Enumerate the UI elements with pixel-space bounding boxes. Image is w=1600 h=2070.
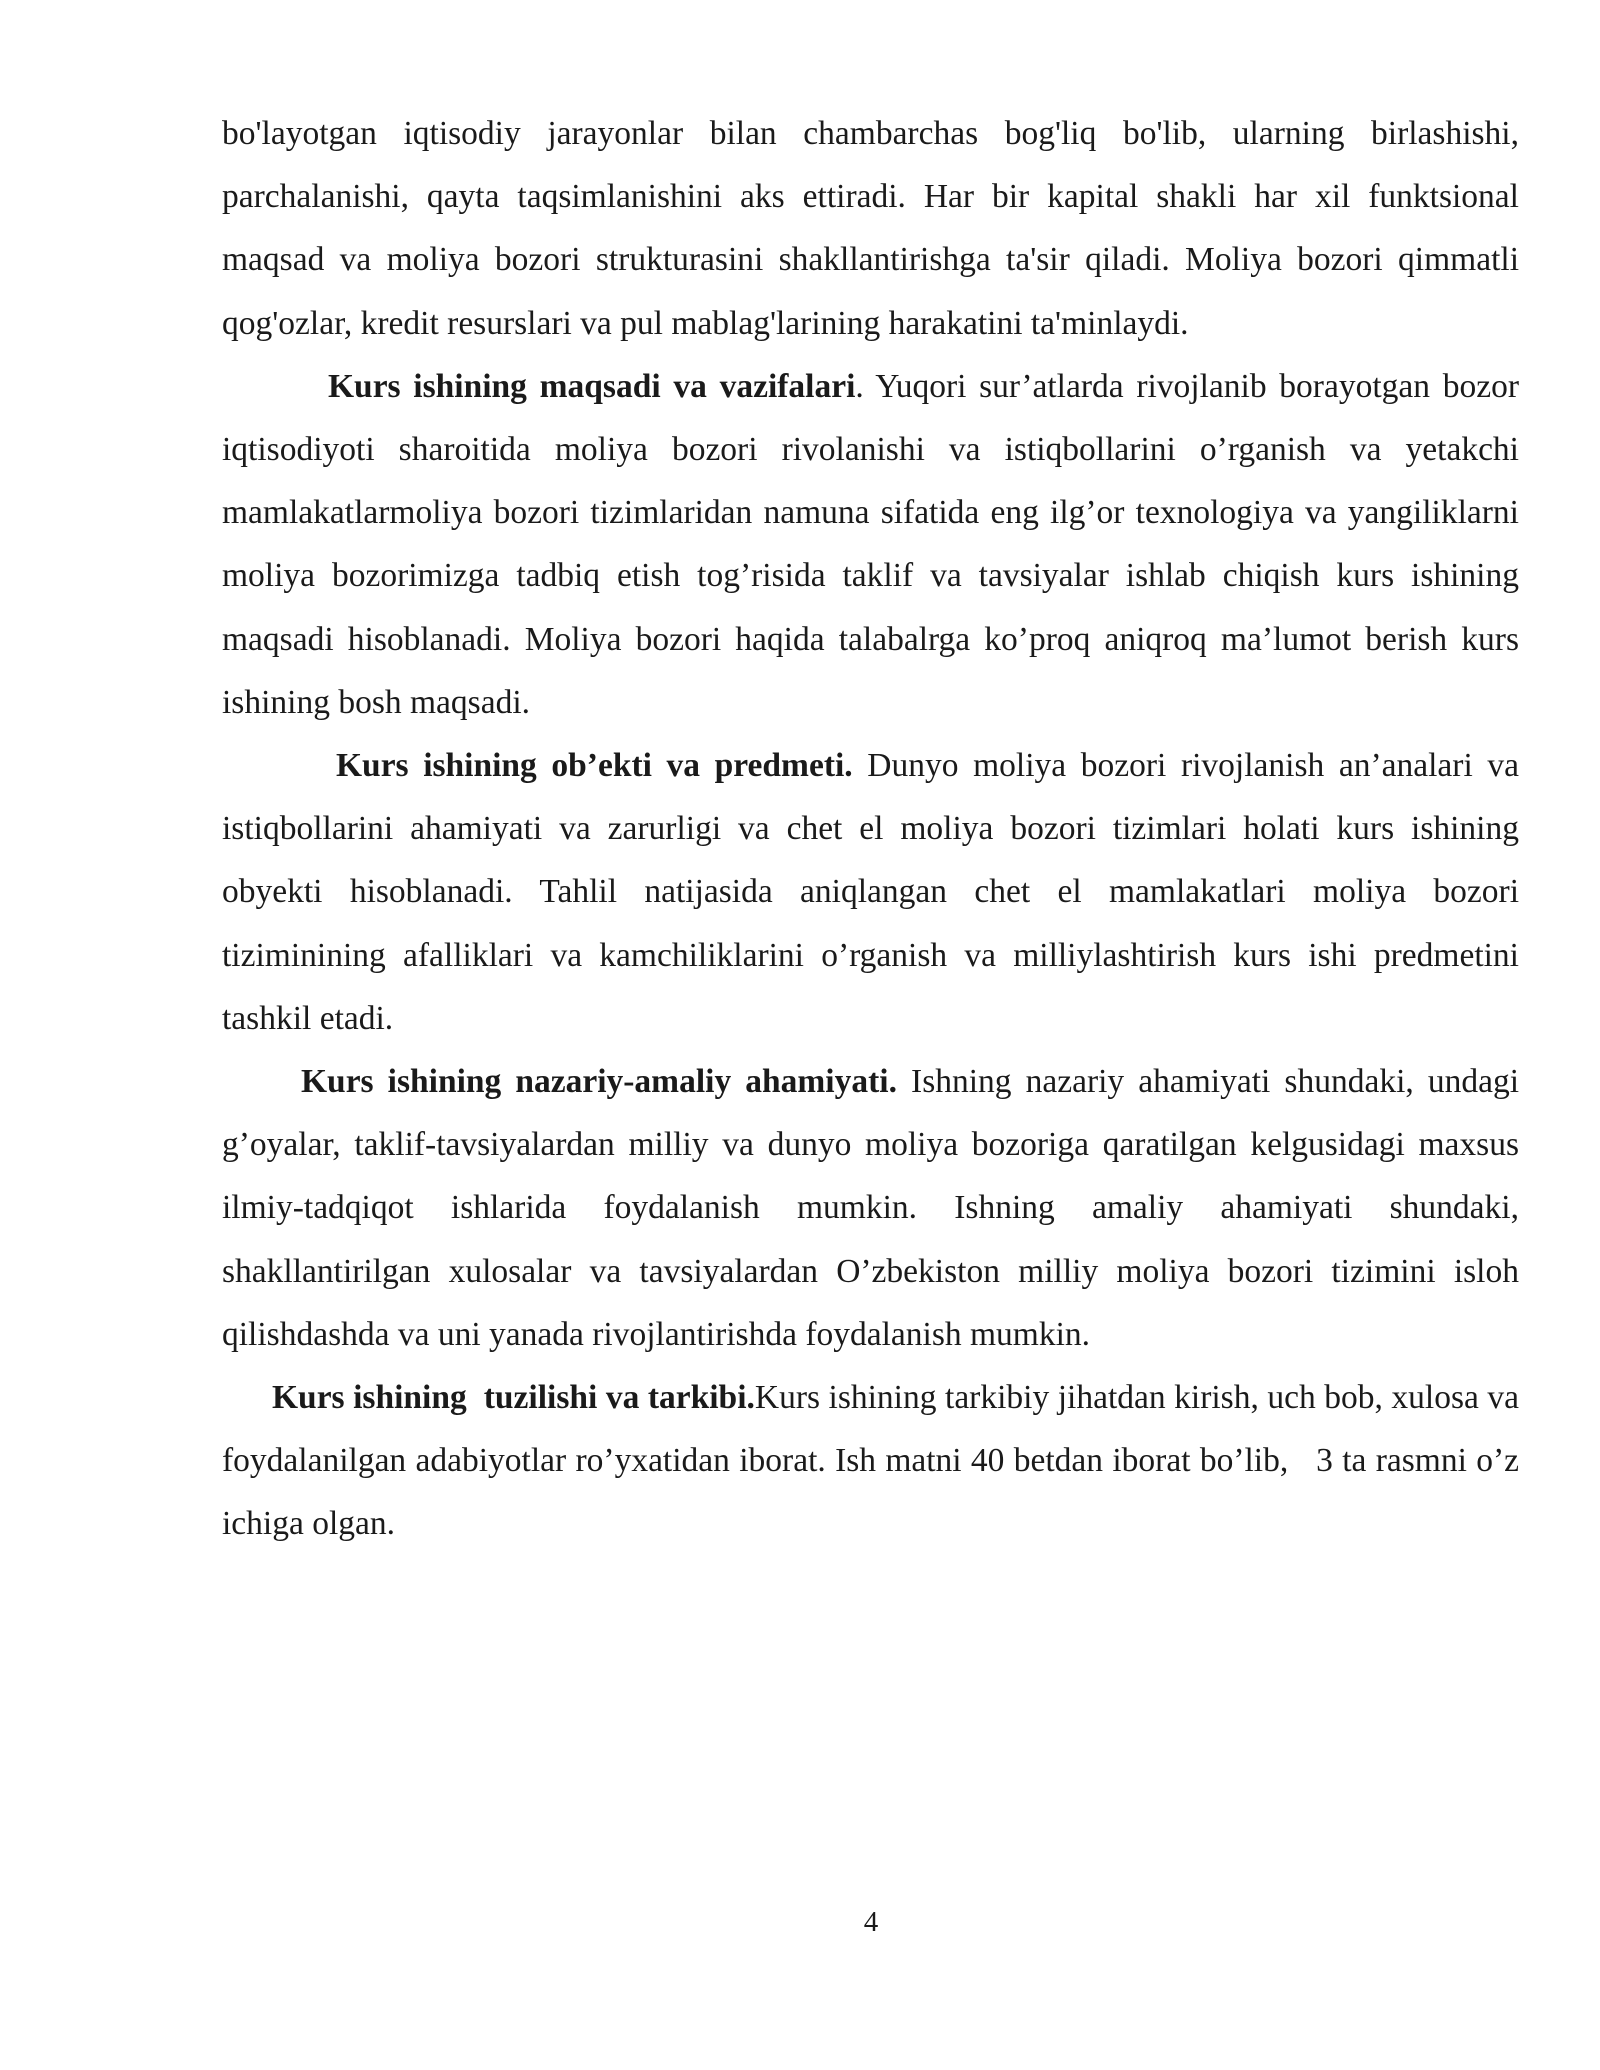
page-number: 4: [863, 1906, 879, 1938]
paragraph-text: Kurs ishining tarkibiy jihatdan kirish, uch bob, xulosa va foydalanilgan adabiyotlar ro’yxatidan iborat. Ish matni 40 betdan iborat bo’lib, 3 ta rasmni o’z ichiga olgan.: [222, 1379, 1528, 1543]
section-heading-goals: Kurs ishining maqsadi va vazifalari: [328, 367, 856, 405]
paragraph-intro-continuation: [222, 102, 1519, 355]
section-heading-object: Kurs ishining ob’ekti va predmeti.: [336, 747, 853, 785]
paragraph-structure: [222, 1366, 1528, 1556]
paragraph-text: . Yuqori sur’atlarda rivojlanib borayotgan bozor iqtisodiyoti sharoitida moliya bozori rivolanishi va istiqbollarini o’rganish va yetakchi mamlakatlarmoliya bozori tizimlaridan namuna sifatida eng ilg’or texnologiya va yangiliklarni moliya bozorimizga tadbiq etish tog’risida taklif va tavsiyalar ishlab chiqish kurs ishining maqsadi hisoblanadi. Moliya bozori haqida talabalrga ko’proq aniqroq ma’lumot berish kurs ishining bosh maqsadi.: [222, 367, 1519, 721]
paragraph-text: bo'layotgan iqtisodiy jarayonlar bilan chambarchas bog'liq bo'lib, ularning birlashishi, parchalanishi, qayta taqsimlanishini aks ettiradi. Har bir kapital shakli har xil funktsional maqsad va moliya bozori strukturasini shakllantirishga ta'sir qiladi. Moliya bozori qimmatli qog'ozlar, kredit resurslari va pul mablag'larining harakatini ta'minlaydi.: [222, 115, 1519, 342]
paragraph-theoretical-practical: [222, 1050, 1519, 1366]
section-heading-structure: Kurs ishining tuzilishi va tarkibi.: [272, 1379, 755, 1417]
paragraph-goals-and-tasks: [222, 355, 1519, 734]
document-page: [222, 102, 1528, 1556]
paragraph-text: Dunyo moliya bozori rivojlanish an’analari va istiqbollarini ahamiyati va zarurligi va chet el moliya bozori tizimlari holati kurs ishining obyekti hisoblanadi. Tahlil natijasida aniqlangan chet el mamlakatlari moliya bozori tiziminining afalliklari va kamchiliklarini o’rganish va milliylashtirish kurs ishi predmetini tashkil etadi.: [222, 747, 1519, 1037]
paragraph-text: Ishning nazariy ahamiyati shundaki, undagi g’oyalar, taklif-tavsiyalardan milliy va dunyo moliya bozoriga qaratilgan kelgusidagi maxsus ilmiy-tadqiqot ishlarida foydalanish mumkin. Ishning amaliy ahamiyati shundaki, shakllantirilgan xulosalar va tavsiyalardan O’zbekiston milliy moliya bozori tizimini isloh qilishdashda va uni yanada rivojlantirishda foydalanish mumkin.: [222, 1063, 1520, 1353]
paragraph-object-and-subject: [222, 734, 1519, 1050]
section-heading-significance: Kurs ishining nazariy-amaliy ahamiyati.: [301, 1063, 897, 1101]
